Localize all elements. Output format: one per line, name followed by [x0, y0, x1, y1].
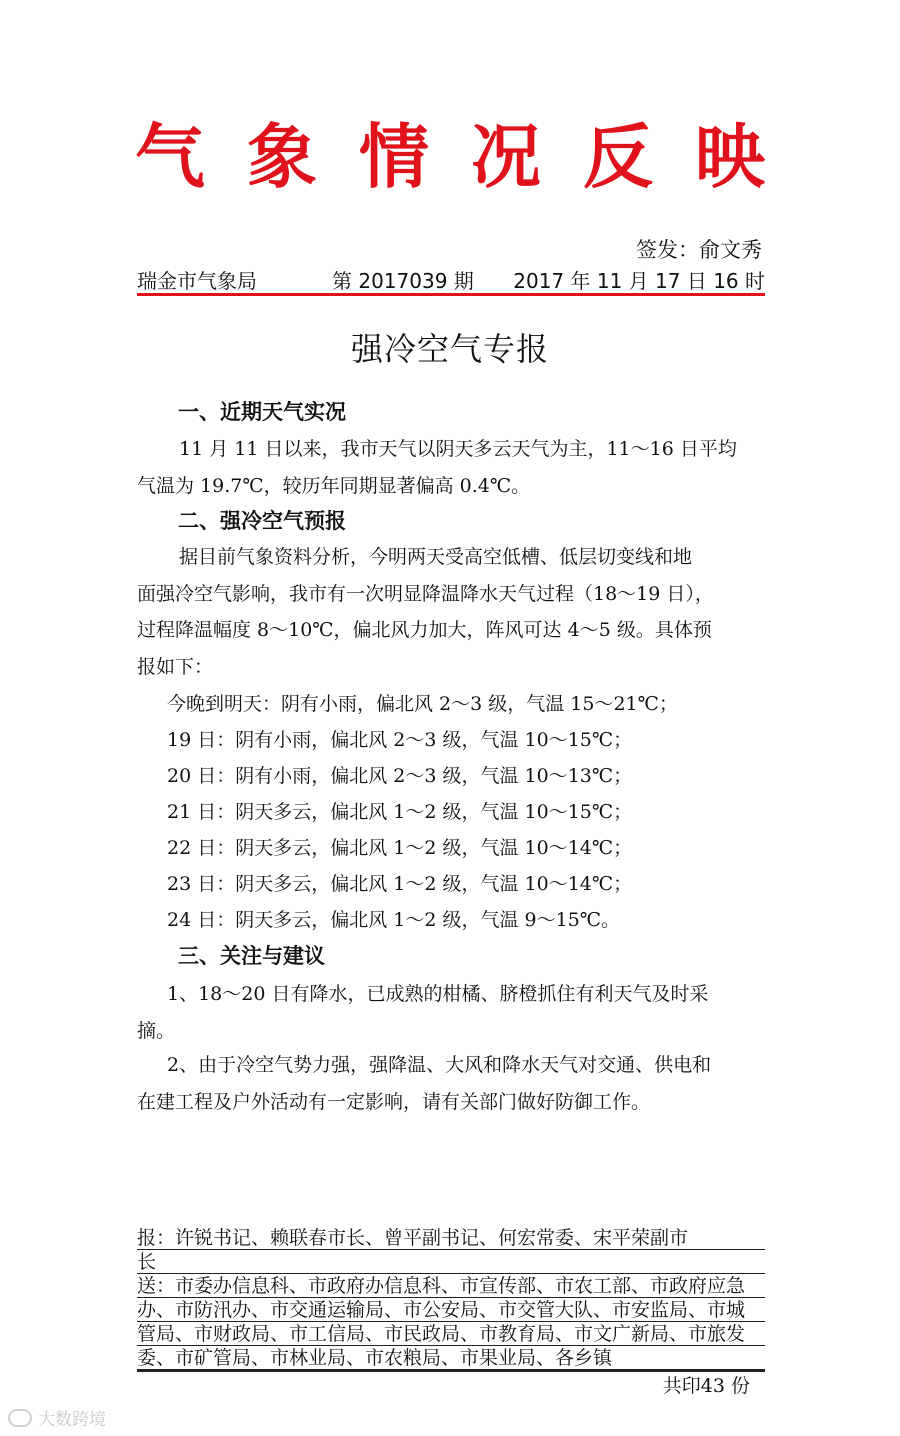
- paragraph-line: 1、18～20 日有降水，已成熟的柑橘、脐橙抓住有利天气及时采: [167, 983, 709, 1005]
- send-line: 管局、市财政局、市工信局、市民政局、市教育局、市文广新局、市旅发: [137, 1322, 765, 1346]
- report-line: 报：许锐书记、赖联春市长、曾平副书记、何宏常委、宋平荣副市: [137, 1226, 765, 1250]
- paragraph-line: 11 月 11 日以来，我市天气以阴天多云天气为主，11～16 日平均: [179, 438, 737, 460]
- masthead-char: 况: [471, 116, 541, 198]
- red-divider: [137, 293, 765, 296]
- paragraph-line: 据目前气象资料分析，今明两天受高空低槽、低层切变线和地: [179, 546, 693, 568]
- masthead-char: 映: [695, 116, 765, 198]
- send-line: 委、市矿管局、市林业局、市农粮局、市果业局、各乡镇: [137, 1346, 765, 1370]
- section-1-paragraph: [137, 431, 765, 504]
- suggestion-1: [137, 976, 765, 1049]
- section-heading-1: 一、近期天气实况: [178, 400, 346, 424]
- document-title: 强冷空气专报: [350, 330, 549, 368]
- forecast-line: 23 日：阴天多云，偏北风 1～2 级，气温 10～14℃；: [167, 873, 633, 895]
- distribution-list: [137, 1226, 765, 1370]
- paragraph-line: 摘。: [137, 1019, 176, 1042]
- paragraph-line: 报如下：: [137, 655, 214, 678]
- forecast-line: 24 日：阴天多云，偏北风 1～2 级，气温 9～15℃。: [167, 909, 621, 931]
- paragraph-line: 过程降温幅度 8～10℃，偏北风力加大，阵风可达 4～5 级。具体预: [137, 619, 712, 641]
- section-2-paragraph: [137, 539, 765, 685]
- forecast-line: 21 日：阴天多云，偏北风 1～2 级，气温 10～15℃；: [167, 801, 633, 823]
- watermark: [8, 1405, 106, 1430]
- paragraph-line: 在建工程及户外活动有一定影响，请有关部门做好防御工作。: [137, 1090, 651, 1113]
- copies-count: 共印43 份: [662, 1375, 750, 1397]
- send-line: 办、市防汛办、市交通运输局、市公安局、市交管大队、市安监局、市城: [137, 1298, 765, 1322]
- paragraph-line: 气温为 19.7℃，较历年同期显著偏高 0.4℃。: [137, 474, 531, 497]
- paragraph-line: 面强冷空气影响，我市有一次明显降温降水天气过程（18～19 日），: [137, 582, 714, 605]
- issue-number: 第 2017039 期: [332, 269, 474, 293]
- watermark-text: 大数跨境: [38, 1410, 106, 1430]
- section-heading-2: 二、强冷空气预报: [178, 509, 346, 533]
- watermark-logo-icon: [8, 1409, 32, 1427]
- section-heading-3: 三、关注与建议: [178, 944, 325, 968]
- masthead-char: 气: [135, 116, 205, 198]
- report-line: 长: [137, 1250, 765, 1274]
- issue-date: 2017 年 11 月 17 日 16 时: [513, 269, 765, 293]
- masthead-char: 反: [583, 116, 653, 198]
- masthead-char: 象: [247, 116, 317, 198]
- forecast-line: 20 日：阴有小雨，偏北风 2～3 级，气温 10～13℃；: [167, 765, 633, 787]
- send-line: 送：市委办信息科、市政府办信息科、市宣传部、市农工部、市政府应急: [137, 1274, 765, 1298]
- forecast-line: 今晚到明天：阴有小雨，偏北风 2～3 级，气温 15～21℃；: [167, 693, 678, 715]
- forecast-line: 22 日：阴天多云，偏北风 1～2 级，气温 10～14℃；: [167, 837, 633, 859]
- suggestion-2: [137, 1047, 765, 1120]
- masthead-title: [135, 112, 765, 202]
- issuing-org: 瑞金市气象局: [137, 269, 257, 293]
- forecast-line: 19 日：阴有小雨，偏北风 2～3 级，气温 10～15℃；: [167, 729, 633, 751]
- signer: 签发：俞文秀: [636, 238, 762, 262]
- paragraph-line: 2、由于冷空气势力强，强降温、大风和降水天气对交通、供电和: [167, 1054, 712, 1076]
- masthead-char: 情: [359, 116, 429, 198]
